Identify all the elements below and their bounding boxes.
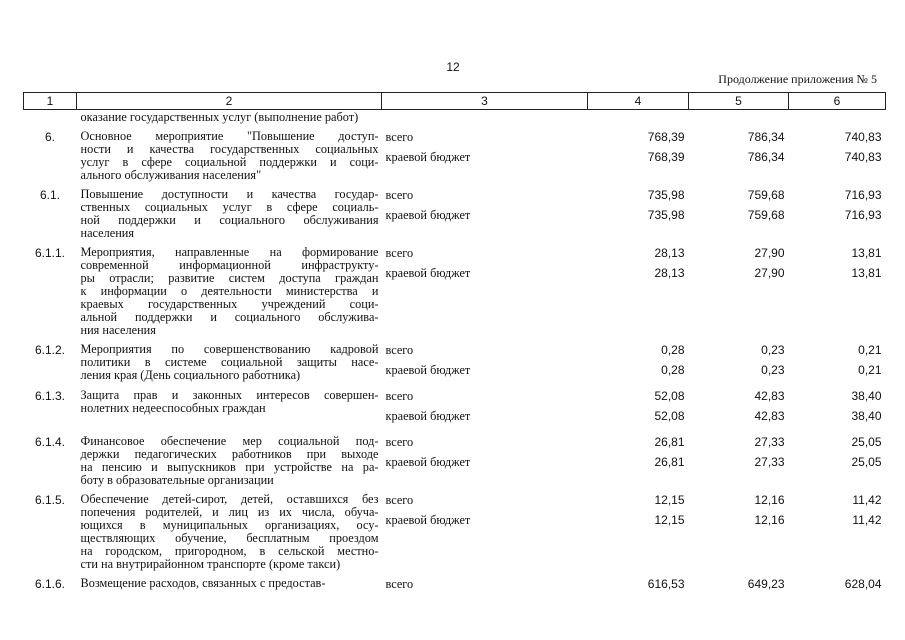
column-header: 1 [24,93,77,110]
table-row [24,571,886,597]
value-cell-c6 [789,383,886,429]
column-header: 2 [77,93,382,110]
amount-value: 52,08 [654,409,685,423]
funding-source [382,429,588,487]
value-cell-c4 [588,124,689,182]
table-row [24,429,886,487]
value-cell-c6 [789,182,886,240]
funding-source-label: краевой бюджет [385,150,471,164]
description-line: Повышение доступности и качества государ- [80,187,379,201]
amount-value: 13,81 [851,246,882,260]
continued-row [24,110,886,125]
amount-value: 42,83 [754,389,785,403]
amount-value: 616,53 [647,577,685,591]
funding-source-label: всего [385,389,414,403]
table-row [24,124,886,182]
value-cell-c5 [689,124,789,182]
amount-value: 27,33 [754,435,785,449]
description-line: ной поддержки и социального обслуживания [80,213,379,227]
description-line: Обеспечение детей-сирот, детей, оставшихся без [80,492,379,506]
description-line: Возмещение расходов, связанных с предостав- [80,576,326,590]
table-row [24,337,886,383]
amount-value: 768,39 [647,130,685,144]
description-line: Защита прав и законных интересов совершен- [80,388,379,402]
amount-value: 0,23 [761,343,785,357]
value-cell-c4 [588,383,689,429]
amount-value: 26,81 [654,455,685,469]
column-header: 6 [789,93,886,110]
description-line: к информации о деятельности министерства и [80,284,379,298]
funding-source-label: краевой бюджет [385,208,471,222]
amount-value: 28,13 [654,246,685,260]
funding-source [382,337,588,383]
amount-value: 740,83 [844,150,882,164]
table-row [24,182,886,240]
description-line: ности и качества государственных социальных [80,142,379,156]
description-line: альной поддержки и социального обслужива- [80,310,379,324]
amount-value: 12,15 [654,513,685,527]
funding-source-label: краевой бюджет [385,513,471,527]
amount-value: 38,40 [851,409,882,423]
description-line: ального обслуживания населения" [80,168,262,182]
value-cell-c6 [789,571,886,597]
description-line: на городском, пригородном, в сельской местно- [80,544,379,558]
value-cell-c4 [588,240,689,337]
value-cell-c6 [789,487,886,571]
row-description [77,487,382,571]
row-description [77,571,382,597]
funding-source [382,240,588,337]
row-description [77,240,382,337]
amount-value: 12,16 [754,493,785,507]
page-number: 12 [446,60,460,74]
funding-source-label: краевой бюджет [385,455,471,469]
description-line: ления края (День социального работника) [80,368,301,382]
row-description [77,429,382,487]
table-row [24,240,886,337]
description-line: нолетних недееспособных граждан [80,401,266,415]
amount-value: 0,21 [858,363,882,377]
value-cell-c5 [689,182,789,240]
amount-value: 25,05 [851,455,882,469]
amount-value: 716,93 [844,188,882,202]
row-code: 6.1.4. [34,435,66,449]
value-cell-c6 [789,240,886,337]
budget-table [23,92,886,597]
amount-value: 786,34 [747,130,785,144]
row-code: 6. [44,130,55,144]
amount-value: 12,16 [754,513,785,527]
amount-value: 27,90 [754,246,785,260]
amount-value: 759,68 [747,188,785,202]
amount-value: 52,08 [654,389,685,403]
amount-value: 768,39 [647,150,685,164]
description-line: держки педагогических работников при выходе [80,447,379,461]
table-row [24,487,886,571]
funding-source [382,124,588,182]
amount-value: 27,90 [754,266,785,280]
value-cell-c6 [789,429,886,487]
amount-value: 27,33 [754,455,785,469]
funding-source-label: краевой бюджет [385,363,471,377]
amount-value: 13,81 [851,266,882,280]
amount-value: 0,23 [761,363,785,377]
amount-value: 786,34 [747,150,785,164]
value-cell-c6 [789,124,886,182]
funding-source-label: всего [385,343,414,357]
amount-value: 735,98 [647,188,685,202]
value-cell-c5 [689,429,789,487]
description-line: попечения родителей, и лиц из их числа, обуча- [80,505,379,519]
row-code: 6.1.1. [34,246,66,260]
description-line: ществляющих обучение, бесплатным проездом [80,531,379,545]
funding-source [382,182,588,240]
funding-source-label: краевой бюджет [385,409,471,423]
value-cell-c5 [689,240,789,337]
value-cell-c5 [689,337,789,383]
description-line: ния населения [80,323,156,337]
amount-value: 12,15 [654,493,685,507]
amount-value: 716,93 [844,208,882,222]
description-line: Финансовое обеспечение мер социальной под- [80,434,379,448]
row-description [77,124,382,182]
value-cell-c5 [689,383,789,429]
row-description [77,383,382,429]
description-line: современной информационной инфраструкту- [80,258,379,272]
row-code: 6.1.6. [34,577,66,591]
funding-source-label: всего [385,435,414,449]
description-line: Мероприятия, направленные на формирование [80,245,379,259]
amount-value: 740,83 [844,130,882,144]
amount-value: 28,13 [654,266,685,280]
value-cell-c5 [689,487,789,571]
description-line: сти на внутрирайонном транспорте (кроме такси) [80,557,341,571]
description-line: боту в образовательные организации [80,473,274,487]
column-number-row [24,93,886,110]
row-code: 6.1.3. [34,389,66,403]
amount-value: 628,04 [844,577,882,591]
appendix-label: Продолжение приложения № 5 [718,72,877,86]
amount-value: 0,28 [661,363,685,377]
funding-source [382,571,588,597]
amount-value: 26,81 [654,435,685,449]
description-line: на пенсию и выпускников при устройстве на ра- [80,460,379,474]
amount-value: 649,23 [747,577,785,591]
value-cell-c4 [588,487,689,571]
funding-source [382,383,588,429]
description-line: Мероприятия по совершенствованию кадровой [80,342,379,356]
description-line: ющихся в муниципальных организациях, осу- [80,518,379,532]
description-line: ры отрасли; развитие систем доступа граждан [80,271,379,285]
funding-source-label: всего [385,493,414,507]
value-cell-c5 [689,571,789,597]
table-row [24,383,886,429]
description-line: услуг в сфере социальной поддержки и соци- [80,155,379,169]
funding-source-label: краевой бюджет [385,266,471,280]
amount-value: 759,68 [747,208,785,222]
description-line: населения [80,226,135,240]
row-code: 6.1.5. [34,493,66,507]
description-line: Основное мероприятие "Повышение доступ- [80,129,379,143]
row-description [77,182,382,240]
funding-source-label: всего [385,577,414,591]
amount-value: 25,05 [851,435,882,449]
column-header: 4 [588,93,689,110]
amount-value: 0,28 [661,343,685,357]
value-cell-c4 [588,571,689,597]
row-description [77,337,382,383]
amount-value: 735,98 [647,208,685,222]
amount-value: 11,42 [852,513,882,527]
row-code: 6.1.2. [34,343,66,357]
value-cell-c4 [588,337,689,383]
funding-source-label: всего [385,188,414,202]
funding-source-label: всего [385,246,414,260]
amount-value: 42,83 [754,409,785,423]
value-cell-c6 [789,337,886,383]
column-header: 3 [382,93,588,110]
funding-source-label: всего [385,130,414,144]
description-line: краевых государственных учреждений соци- [80,297,379,311]
amount-value: 38,40 [851,389,882,403]
value-cell-c4 [588,429,689,487]
column-header: 5 [689,93,789,110]
continued-text: оказание государственных услуг (выполнение работ) [80,110,359,124]
description-line: политики в системе социальной защиты насе- [80,355,379,369]
amount-value: 0,21 [858,343,882,357]
funding-source [382,487,588,571]
description-line: ственных социальных услуг в сфере социаль- [80,200,379,214]
value-cell-c4 [588,182,689,240]
amount-value: 11,42 [852,493,882,507]
row-code: 6.1. [39,188,60,202]
